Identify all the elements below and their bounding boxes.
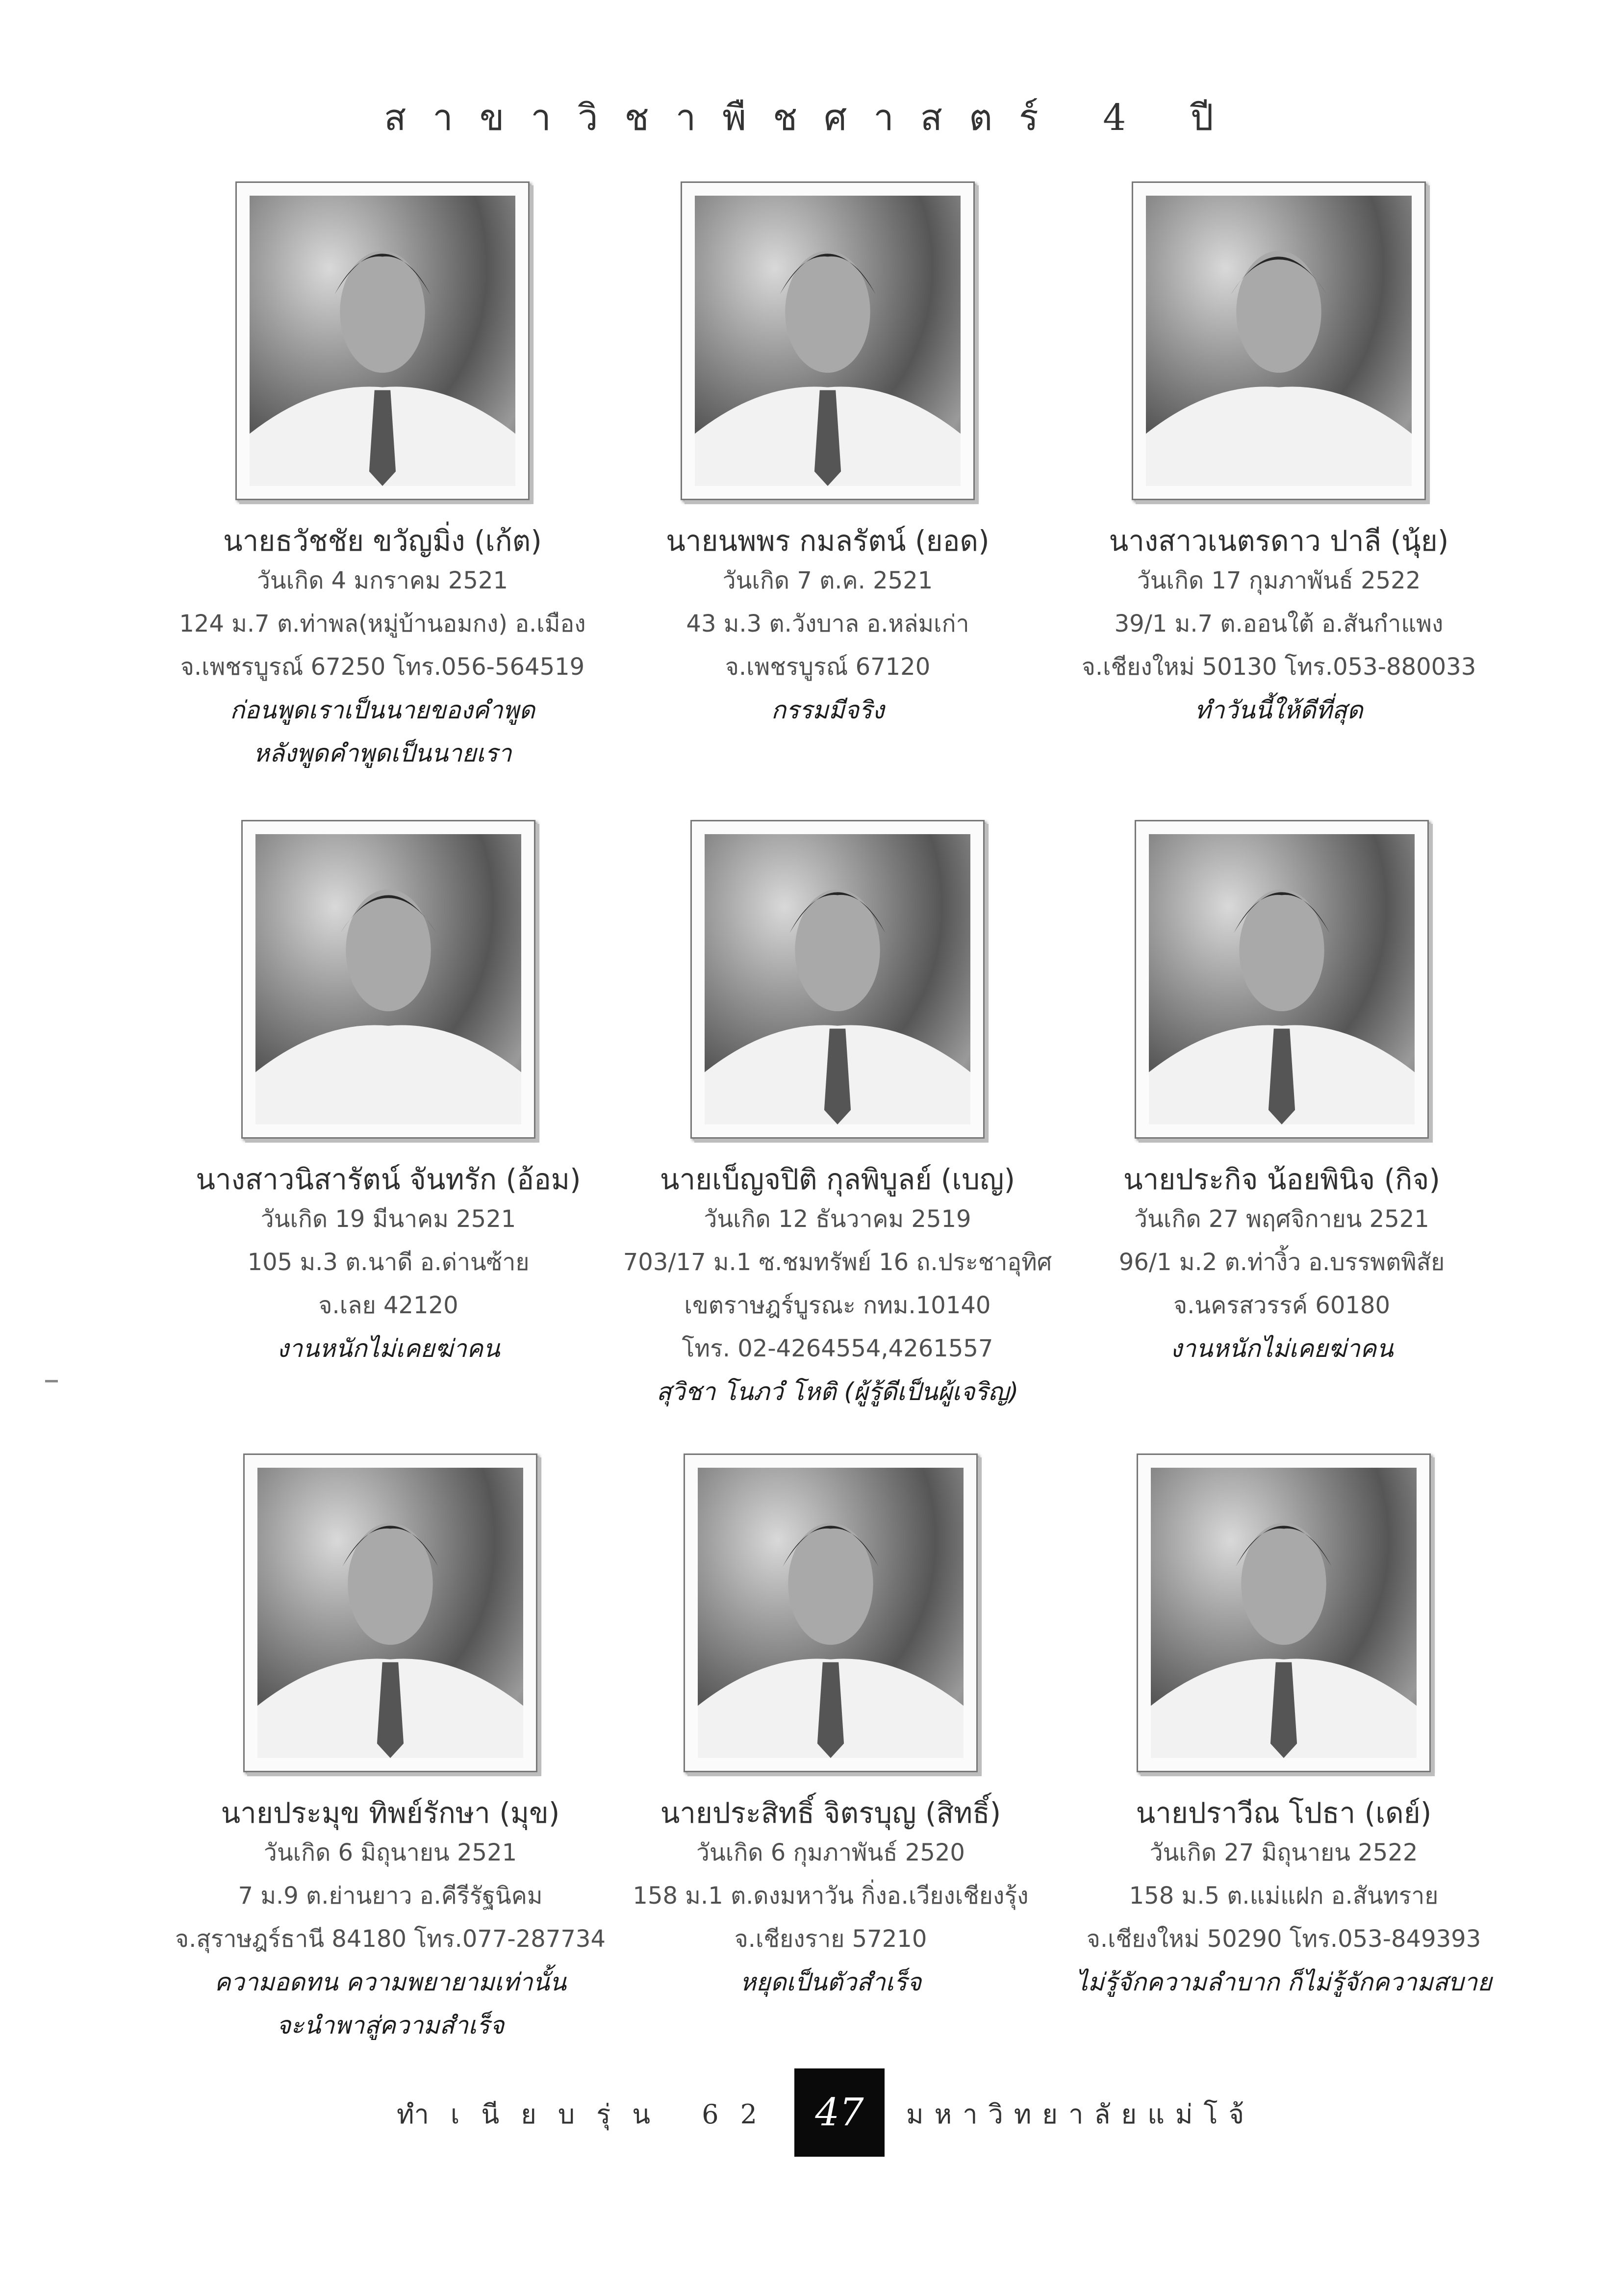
student-photo-frame — [681, 181, 975, 500]
student-photo-frame — [1137, 1454, 1431, 1772]
footer-right-text: มหาวิทยาลัยแม่โจ้ — [906, 2099, 1255, 2130]
student-photo — [1151, 1468, 1417, 1758]
student-name: นายประมุข ทิพย์รักษา (มุข) — [221, 1796, 560, 1830]
page-title: สาขาวิชาพืชศาสตร์ 4 ปี — [384, 97, 1240, 139]
student-motto: กรรมมีจริง — [771, 696, 885, 724]
student-card — [1039, 1454, 1529, 2004]
student-photo — [1146, 196, 1412, 486]
student-photo — [1149, 834, 1415, 1124]
student-address: 703/17 ม.1 ซ.ชมทรัพย์ 16 ถ.ประชาอุทิศ — [623, 1249, 1052, 1276]
student-address: จ.นครสวรรค์ 60180 — [1173, 1292, 1390, 1319]
student-motto: หลังพูดคำพูดเป็นนายเรา — [253, 739, 512, 767]
student-address: 7 ม.9 ต.ย่านยาว อ.คีรีรัฐนิคม — [238, 1882, 543, 1910]
student-photo-frame — [1135, 820, 1429, 1139]
student-photo — [250, 196, 515, 486]
student-address: 43 ม.3 ต.วังบาล อ.หล่มเก่า — [686, 610, 969, 638]
student-motto: จะนำพาสู่ความสำเร็จ — [276, 2011, 505, 2040]
student-motto: หยุดเป็นตัวสำเร็จ — [739, 1968, 922, 1996]
student-birthdate: วันเกิด 27 มิถุนายน 2522 — [1149, 1839, 1418, 1866]
student-card — [137, 181, 628, 775]
student-card — [1037, 820, 1527, 1370]
student-photo — [698, 1468, 964, 1758]
student-photo-frame — [241, 820, 535, 1139]
student-address: 124 ม.7 ต.ท่าพล(หมู่บ้านอมกง) อ.เมือง — [179, 610, 586, 638]
student-address: จ.เลย 42120 — [318, 1292, 458, 1319]
student-birthdate: วันเกิด 4 มกราคม 2521 — [256, 567, 508, 594]
student-photo-frame — [243, 1454, 537, 1772]
student-card — [1034, 181, 1524, 732]
student-name: นายเบ็ญจปิติ กุลพิบูลย์ (เบญ) — [660, 1163, 1015, 1196]
student-address: เขตราษฎร์บูรณะ กทม.10140 — [684, 1292, 991, 1319]
student-phone: โทร. 02-4264554,4261557 — [682, 1335, 993, 1362]
student-card — [585, 1454, 1076, 2004]
student-birthdate: วันเกิด 6 กุมภาพันธ์ 2520 — [696, 1839, 965, 1866]
student-birthdate: วันเกิด 7 ต.ค. 2521 — [722, 567, 933, 594]
student-address: จ.เพชรบูรณ์ 67250 โทร.056-564519 — [180, 653, 585, 681]
student-photo-frame — [690, 820, 985, 1139]
student-photo-frame — [684, 1454, 978, 1772]
student-birthdate: วันเกิด 17 กุมภาพันธ์ 2522 — [1137, 567, 1421, 594]
student-address: 39/1 ม.7 ต.ออนใต้ อ.สันกำแพง — [1114, 610, 1444, 638]
student-card — [143, 820, 634, 1370]
student-address: 158 ม.1 ต.ดงมหาวัน กิ่งอ.เวียงเชียงรุ้ง — [633, 1882, 1029, 1910]
student-photo-frame — [235, 181, 530, 500]
student-motto: สุวิชา โนภวํ โหติ (ผู้รู้ดีเป็นผู้เจริญ) — [656, 1377, 1019, 1406]
student-motto: ก่อนพูดเราเป็นนายของคำพูด — [229, 696, 535, 724]
student-photo — [257, 1468, 523, 1758]
student-name: นายปราวีณ โปธา (เดย์) — [1136, 1796, 1432, 1830]
student-birthdate: วันเกิด 6 มิถุนายน 2521 — [263, 1839, 517, 1866]
student-name: นายประกิจ น้อยพินิจ (กิจ) — [1123, 1163, 1440, 1196]
student-address: จ.เชียงใหม่ 50130 โทร.053-880033 — [1081, 653, 1476, 681]
student-address: 96/1 ม.2 ต.ท่างิ้ว อ.บรรพตพิสัย — [1118, 1249, 1445, 1276]
student-address: จ.เพชรบูรณ์ 67120 — [725, 653, 931, 681]
student-card — [145, 1454, 635, 2047]
student-photo — [705, 834, 970, 1124]
student-address: จ.สุราษฎร์ธานี 84180 โทร.077-287734 — [175, 1925, 606, 1953]
page-footer — [0, 2068, 1624, 2157]
student-birthdate: วันเกิด 19 มีนาคม 2521 — [260, 1205, 516, 1233]
student-motto: ความอดทน ความพยายามเท่านั้น — [214, 1968, 566, 1996]
student-name: นางสาวเนตรดาว ปาลี (นุ้ย) — [1109, 524, 1449, 558]
student-address: 158 ม.5 ต.แม่แฝก อ.สันทราย — [1129, 1882, 1439, 1910]
student-address: จ.เชียงราย 57210 — [734, 1925, 927, 1953]
student-name: นายประสิทธิ์ จิตรบุญ (สิทธิ์) — [660, 1796, 1001, 1830]
margin-mark — [45, 1380, 58, 1382]
student-address: 105 ม.3 ต.นาดี อ.ด่านซ้าย — [247, 1249, 530, 1276]
student-name: นายธวัชชัย ขวัญมิ่ง (เก้ต) — [223, 524, 542, 558]
student-photo — [695, 196, 961, 486]
footer-left-text: ทำเนียบรุ่น 62 — [396, 2099, 779, 2130]
student-birthdate: วันเกิด 27 พฤศจิกายน 2521 — [1134, 1205, 1429, 1233]
student-motto: ทำวันนี้ให้ดีที่สุด — [1194, 696, 1363, 724]
student-photo-frame — [1132, 181, 1426, 500]
student-motto: งานหนักไม่เคยฆ่าคน — [1170, 1334, 1394, 1363]
page-number: 47 — [794, 2068, 885, 2157]
student-birthdate: วันเกิด 12 ธันวาคม 2519 — [704, 1205, 971, 1233]
student-motto: ไม่รู้จักความลำบาก ก็ไม่รู้จักความสบาย — [1075, 1968, 1492, 1996]
student-card — [583, 181, 1073, 732]
student-name: นางสาวนิสารัตน์ จันทรัก (อ้อม) — [196, 1163, 581, 1196]
student-address: จ.เชียงใหม่ 50290 โทร.053-849393 — [1086, 1925, 1481, 1953]
student-name: นายนพพร กมลรัตน์ (ยอด) — [666, 524, 990, 558]
student-card — [592, 820, 1083, 1413]
student-motto: งานหนักไม่เคยฆ่าคน — [277, 1334, 500, 1363]
student-photo — [255, 834, 521, 1124]
